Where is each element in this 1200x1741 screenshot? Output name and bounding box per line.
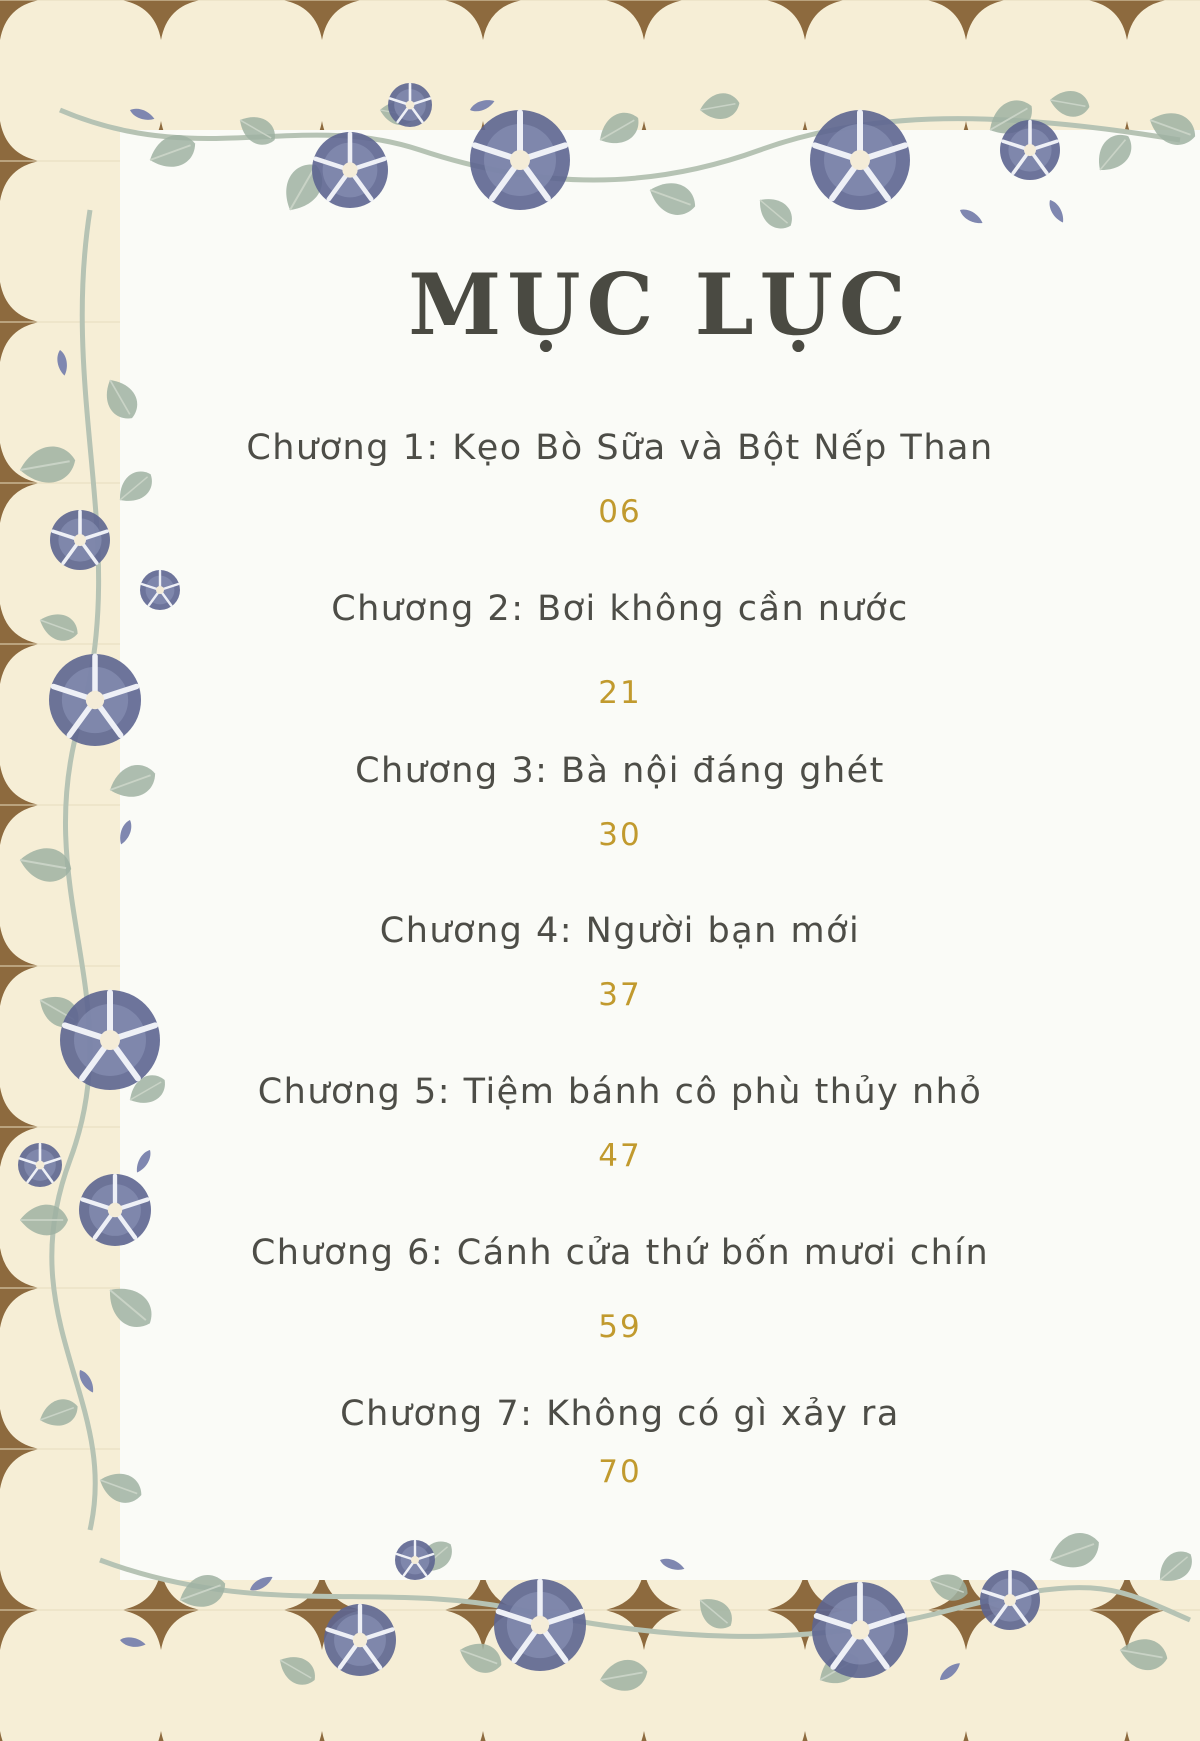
chapter-title: Chương 2: Bơi không cần nước: [331, 589, 909, 629]
page-number: 70: [598, 1454, 642, 1490]
toc-entry-6: [230, 1233, 1010, 1345]
toc-entry-1: [230, 428, 1010, 530]
page-title: MỤC LỤC: [408, 255, 912, 354]
toc-entry-5: [230, 1072, 1010, 1174]
chapter-title: Chương 3: Bà nội đáng ghét: [355, 751, 885, 791]
page-number: 59: [598, 1309, 642, 1345]
chapter-title: Chương 6: Cánh cửa thứ bốn mươi chín: [250, 1233, 990, 1273]
chapter-title: Chương 4: Người bạn mới: [379, 911, 861, 951]
chapter-title: Chương 1: Kẹo Bò Sữa và Bột Nếp Than: [246, 428, 994, 468]
toc-entry-4: [230, 911, 1010, 1013]
toc-entry-7: [230, 1394, 1010, 1490]
toc-entry-2: [230, 589, 1010, 711]
page-number: 30: [598, 817, 642, 853]
chapter-title: Chương 5: Tiệm bánh cô phù thủy nhỏ: [257, 1072, 983, 1112]
page-number: 47: [598, 1138, 642, 1174]
page-number: 06: [598, 494, 642, 530]
page-number: 37: [598, 977, 642, 1013]
chapter-title: Chương 7: Không có gì xảy ra: [340, 1394, 900, 1434]
page-number: 21: [598, 675, 642, 711]
toc-entry-3: [230, 751, 1010, 853]
